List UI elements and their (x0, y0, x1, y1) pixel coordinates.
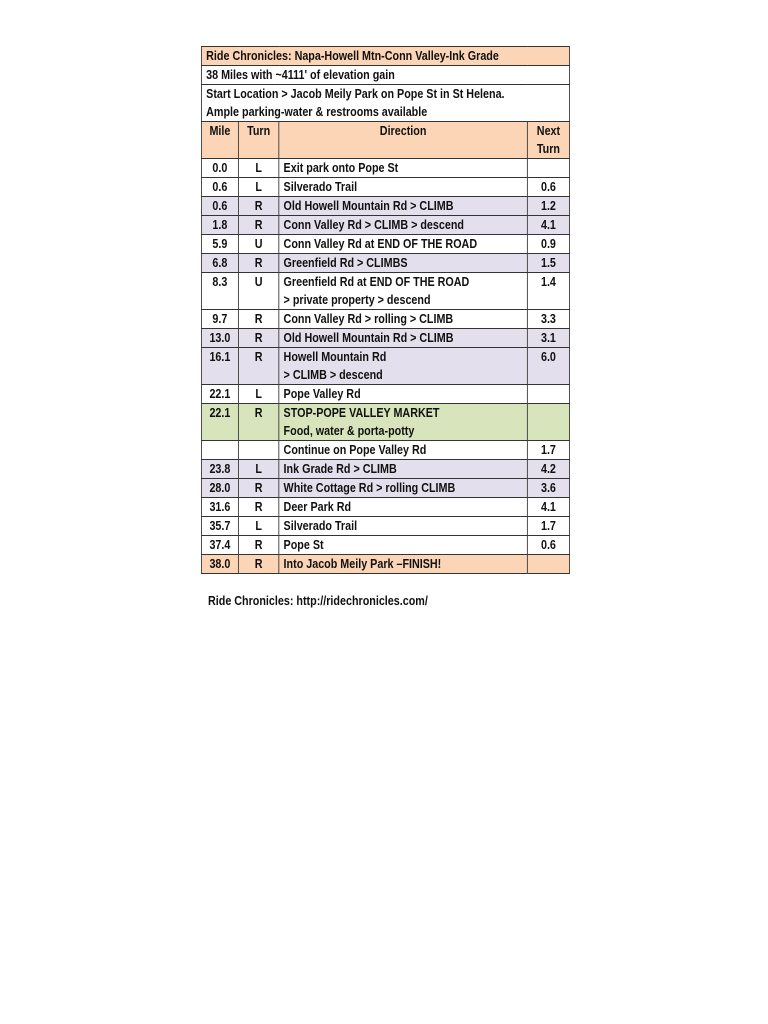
cell-next-turn: 1.4 (527, 273, 569, 310)
cell-direction (279, 479, 528, 498)
cell-next-turn: 1.5 (527, 254, 569, 273)
direction-line1: Howell Mountain Rd (283, 350, 387, 364)
cell-direction (279, 441, 528, 460)
cell-turn: R (238, 216, 278, 235)
cell-direction (279, 178, 528, 197)
column-header-next-line1: Next (536, 124, 561, 138)
table-row (201, 517, 569, 536)
cell-direction (279, 273, 528, 310)
table-row (201, 254, 569, 273)
cell-mile: 1.8 (201, 216, 238, 235)
direction-line1: Greenfield Rd at END OF THE ROAD (283, 275, 470, 289)
direction-line1: Pope Valley Rd (283, 387, 361, 401)
cell-turn: R (238, 197, 278, 216)
direction-line1: Old Howell Mountain Rd > CLIMB (283, 331, 454, 345)
cell-mile: 13.0 (201, 329, 238, 348)
direction-line1: Deer Park Rd (283, 500, 352, 514)
cell-turn: R (238, 404, 278, 441)
cell-direction (279, 404, 528, 441)
direction-line1: Exit park onto Pope St (283, 161, 399, 175)
direction-line1: Silverado Trail (283, 519, 358, 533)
column-header-next-line2: Turn (536, 142, 560, 156)
direction-line1: Conn Valley Rd > rolling > CLIMB (283, 312, 454, 326)
cell-direction (279, 159, 528, 178)
direction-line1: Continue on Pope Valley Rd (283, 443, 427, 457)
cell-mile: 38.0 (201, 555, 238, 574)
cell-turn: L (238, 517, 278, 536)
cell-direction (279, 197, 528, 216)
cell-turn: U (238, 273, 278, 310)
cell-mile: 0.6 (201, 178, 238, 197)
cell-turn (238, 441, 278, 460)
cell-next-turn: 3.3 (527, 310, 569, 329)
cell-next-turn: 3.1 (527, 329, 569, 348)
cell-direction (279, 517, 528, 536)
cell-direction (279, 498, 528, 517)
cell-next-turn: 0.9 (527, 235, 569, 254)
title-row (201, 47, 569, 66)
table-row (201, 329, 569, 348)
cell-mile: 22.1 (201, 404, 238, 441)
cell-next-turn: 4.1 (527, 498, 569, 517)
cue-table-body (201, 47, 569, 574)
cue-table (201, 46, 570, 574)
table-row (201, 273, 569, 310)
cell-direction (279, 310, 528, 329)
cell-direction (279, 254, 528, 273)
cell-next-turn: 1.7 (527, 441, 569, 460)
cell-next-turn: 6.0 (527, 348, 569, 385)
column-header-next-turn (527, 122, 569, 159)
cell-mile: 28.0 (201, 479, 238, 498)
table-row (201, 404, 569, 441)
cell-direction (279, 460, 528, 479)
cell-turn: R (238, 536, 278, 555)
cell-mile: 16.1 (201, 348, 238, 385)
direction-line1: Old Howell Mountain Rd > CLIMB (283, 199, 454, 213)
start-location-line1: Start Location > Jacob Meily Park on Pope St in St Helena. (206, 87, 505, 101)
distance-row (201, 66, 569, 85)
direction-line2: > CLIMB > descend (283, 368, 383, 382)
cell-turn: R (238, 498, 278, 517)
cell-next-turn (527, 159, 569, 178)
start-location-line2: Ample parking-water & restrooms available (206, 105, 428, 119)
cell-direction (279, 555, 528, 574)
table-row (201, 385, 569, 404)
direction-line1: Conn Valley Rd > CLIMB > descend (283, 218, 464, 232)
cell-turn: R (238, 348, 278, 385)
direction-line1: Ink Grade Rd > CLIMB (283, 462, 397, 476)
table-row (201, 178, 569, 197)
direction-line2: > private property > descend (283, 293, 431, 307)
ride-title: Ride Chronicles: Napa-Howell Mtn-Conn Valley-Ink Grade (201, 47, 569, 66)
cell-next-turn: 0.6 (527, 536, 569, 555)
footer-credit: Ride Chronicles: http://ridechronicles.com/ (208, 594, 428, 608)
cell-mile: 22.1 (201, 385, 238, 404)
cell-direction (279, 235, 528, 254)
cell-turn: R (238, 254, 278, 273)
table-row (201, 536, 569, 555)
direction-line1: Conn Valley Rd at END OF THE ROAD (283, 237, 478, 251)
cell-mile: 0.6 (201, 197, 238, 216)
column-header-direction: Direction (279, 122, 528, 159)
table-row (201, 348, 569, 385)
direction-line1: STOP-POPE VALLEY MARKET (283, 406, 440, 420)
direction-line2: Food, water & porta-potty (283, 424, 415, 438)
direction-line1: Greenfield Rd > CLIMBS (283, 256, 408, 270)
start-location (201, 85, 569, 122)
cell-next-turn: 1.7 (527, 517, 569, 536)
cell-mile (201, 441, 238, 460)
cell-turn: R (238, 310, 278, 329)
column-header-turn: Turn (238, 122, 278, 159)
cell-turn: L (238, 178, 278, 197)
direction-line1: Into Jacob Meily Park –FINISH! (283, 557, 442, 571)
start-location-row (201, 85, 569, 122)
table-row (201, 235, 569, 254)
table-row (201, 498, 569, 517)
cell-direction (279, 536, 528, 555)
table-row (201, 197, 569, 216)
table-row (201, 216, 569, 235)
cell-mile: 35.7 (201, 517, 238, 536)
cell-direction (279, 348, 528, 385)
column-header-mile: Mile (201, 122, 238, 159)
cell-mile: 9.7 (201, 310, 238, 329)
cell-turn: R (238, 555, 278, 574)
cell-mile: 8.3 (201, 273, 238, 310)
cell-next-turn (527, 555, 569, 574)
table-row (201, 441, 569, 460)
direction-line1: Pope St (283, 538, 324, 552)
table-row (201, 555, 569, 574)
cell-direction (279, 216, 528, 235)
direction-line1: Silverado Trail (283, 180, 358, 194)
cell-turn: L (238, 159, 278, 178)
cell-turn: R (238, 479, 278, 498)
cell-mile: 5.9 (201, 235, 238, 254)
cell-direction (279, 329, 528, 348)
ride-distance: 38 Miles with ~4111' of elevation gain (201, 66, 569, 85)
cell-next-turn: 4.2 (527, 460, 569, 479)
cell-mile: 0.0 (201, 159, 238, 178)
cell-turn: U (238, 235, 278, 254)
table-row (201, 479, 569, 498)
table-row (201, 460, 569, 479)
cell-next-turn: 4.1 (527, 216, 569, 235)
column-header-row (201, 122, 569, 159)
cell-turn: L (238, 460, 278, 479)
cell-next-turn: 3.6 (527, 479, 569, 498)
cell-mile: 31.6 (201, 498, 238, 517)
cell-turn: L (238, 385, 278, 404)
direction-line1: White Cottage Rd > rolling CLIMB (283, 481, 456, 495)
cell-next-turn (527, 385, 569, 404)
cell-turn: R (238, 329, 278, 348)
cell-mile: 37.4 (201, 536, 238, 555)
table-row (201, 159, 569, 178)
cell-mile: 23.8 (201, 460, 238, 479)
cue-sheet (201, 46, 569, 574)
cell-next-turn: 1.2 (527, 197, 569, 216)
cell-mile: 6.8 (201, 254, 238, 273)
cell-direction (279, 385, 528, 404)
cell-next-turn (527, 404, 569, 441)
cell-next-turn: 0.6 (527, 178, 569, 197)
table-row (201, 310, 569, 329)
